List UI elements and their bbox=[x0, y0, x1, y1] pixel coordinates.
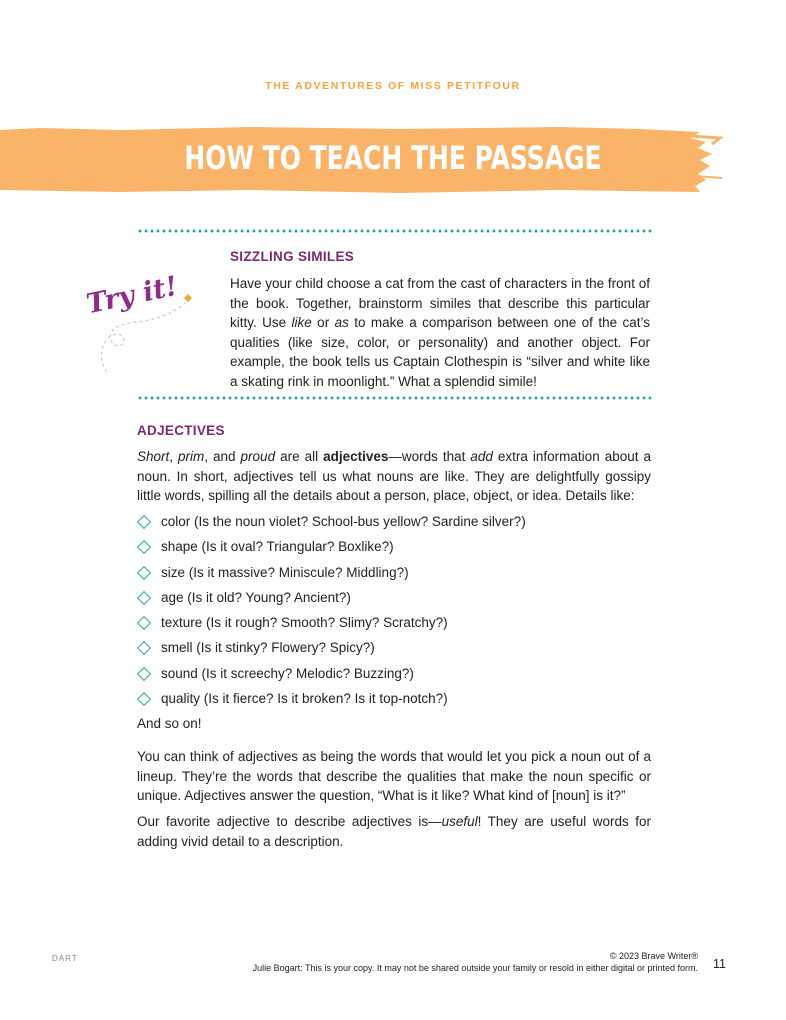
list-item: age (Is it old? Young? Ancient?) bbox=[137, 588, 651, 613]
diamond-bullet-icon bbox=[137, 566, 151, 580]
license-notice: Julie Bogart: This is your copy. It may not be shared outside your family or resold in either digital or printed form. bbox=[252, 963, 698, 973]
similes-body: Have your child choose a cat from the cast of characters in the front of the book. Together, brainstorm similes that describe this particular kitty. Use like or as to make a comparison between one of the cat’s qualities (like size, color, or personality) and another object. For example, the book tells us Captain Clothespin is “silver and white like a skating rink in moonlight.” What a splendid simile! bbox=[230, 276, 650, 389]
try-it-badge bbox=[78, 264, 198, 384]
lineup-paragraph: You can think of adjectives as being the words that would let you pick a noun out of a lineup. They’re the words that describe the qualities that make the noun specific or unique. Adjectives answer the question, “What is it like? What kind of [noun] is it?” bbox=[137, 749, 651, 803]
footer-notice bbox=[253, 950, 698, 974]
diamond-bullet-icon bbox=[137, 591, 151, 605]
diamond-bullet-icon bbox=[137, 692, 151, 706]
try-it-label: Try it! bbox=[83, 270, 181, 321]
banner-title: HOW TO TEACH THE PASSAGE bbox=[184, 139, 602, 177]
section-banner bbox=[0, 126, 786, 194]
list-item: color (Is the noun violet? School-bus yellow? Sardine silver?) bbox=[137, 512, 651, 537]
dotted-divider-top bbox=[137, 229, 652, 233]
book-title: THE ADVENTURES OF MISS PETITFOUR bbox=[265, 80, 521, 92]
list-item: smell (Is it stinky? Flowery? Spicy?) bbox=[137, 638, 651, 663]
and-so-on-text: And so on! bbox=[137, 716, 202, 731]
diamond-bullet-icon bbox=[137, 540, 151, 554]
diamond-bullet-icon bbox=[137, 641, 151, 655]
list-item: texture (Is it rough? Smooth? Slimy? Scratchy?) bbox=[137, 613, 651, 638]
adjectives-heading: ADJECTIVES bbox=[137, 423, 225, 438]
dashed-swirl-icon bbox=[78, 264, 198, 384]
diamond-bullet-icon bbox=[137, 515, 151, 529]
favorite-adjective-paragraph: Our favorite adjective to describe adjectives is—useful! They are useful words for adding vivid detail to a description. bbox=[137, 814, 651, 849]
similes-heading: SIZZLING SIMILES bbox=[230, 249, 355, 264]
list-item: quality (Is it fierce? Is it broken? Is it top-notch?) bbox=[137, 689, 651, 714]
diamond-bullet-icon bbox=[137, 667, 151, 681]
footer-code: DART bbox=[52, 954, 78, 963]
diamond-bullet-icon bbox=[137, 616, 151, 630]
list-item: sound (Is it screechy? Melodic? Buzzing?) bbox=[137, 664, 651, 689]
list-item: size (Is it massive? Miniscule? Middling?) bbox=[137, 563, 651, 588]
copyright-text: © 2023 Brave Writer® bbox=[609, 951, 698, 961]
page-number: 11 bbox=[713, 957, 726, 971]
adjectives-intro: Short, prim, and proud are all adjectives—words that add extra information about a noun. In short, adjectives tell us what nouns are like. They are delightfully gossipy little words, spilling all the details about a person, place, object, or idea. Details like: bbox=[137, 449, 651, 503]
adjective-details-list bbox=[137, 512, 651, 714]
list-item: shape (Is it oval? Triangular? Boxlike?) bbox=[137, 537, 651, 562]
dotted-divider-bottom bbox=[137, 396, 652, 400]
